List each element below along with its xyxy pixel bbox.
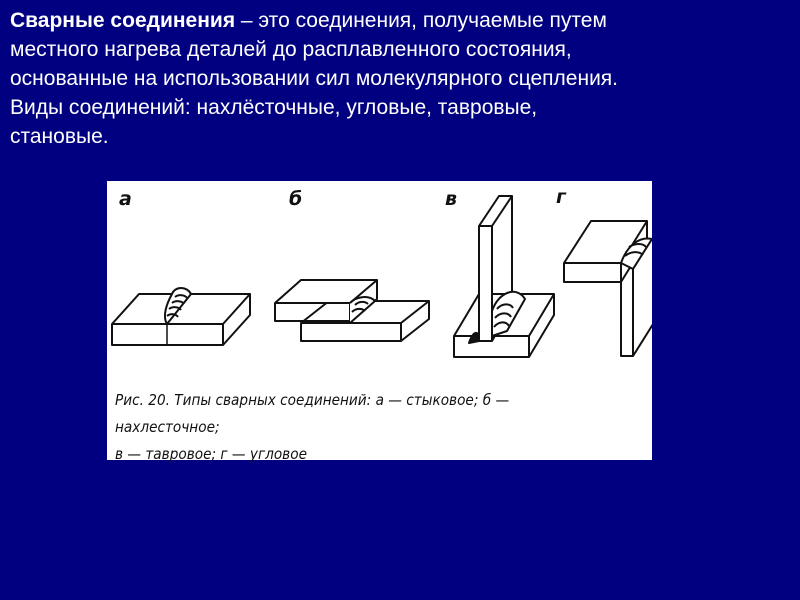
butt-joint-drawing [112, 288, 250, 345]
lap-joint-drawing [275, 280, 429, 341]
weld-joints-figure [107, 181, 652, 463]
slide-text [10, 6, 790, 151]
label-v: в [445, 188, 458, 210]
caption-line-1: Рис. 20. Типы сварных соединений: а — стыковое; б — нахлесточное; [115, 391, 510, 436]
definition-line-3: основанные на использовании сил молекулярного сцепления. [10, 67, 619, 90]
label-g: г [556, 186, 566, 208]
slide-title-term: Сварные соединения [10, 9, 236, 32]
definition-line-2: местного нагрева деталей до расплавленного состояния, [10, 38, 572, 61]
label-a: а [119, 188, 132, 210]
definition-line-1: – это соединения, получаемые путем [235, 9, 607, 32]
figure-caption [115, 387, 581, 468]
corner-joint-drawing [564, 221, 652, 356]
joint-types-line-end: становые. [10, 125, 109, 148]
label-b: б [289, 188, 303, 210]
joint-types-line: Виды соединений: нахлёсточные, угловые, тавровые, [10, 96, 538, 119]
caption-line-2: в — тавровое; г — угловое [115, 445, 307, 463]
t-joint-drawing [454, 196, 554, 357]
